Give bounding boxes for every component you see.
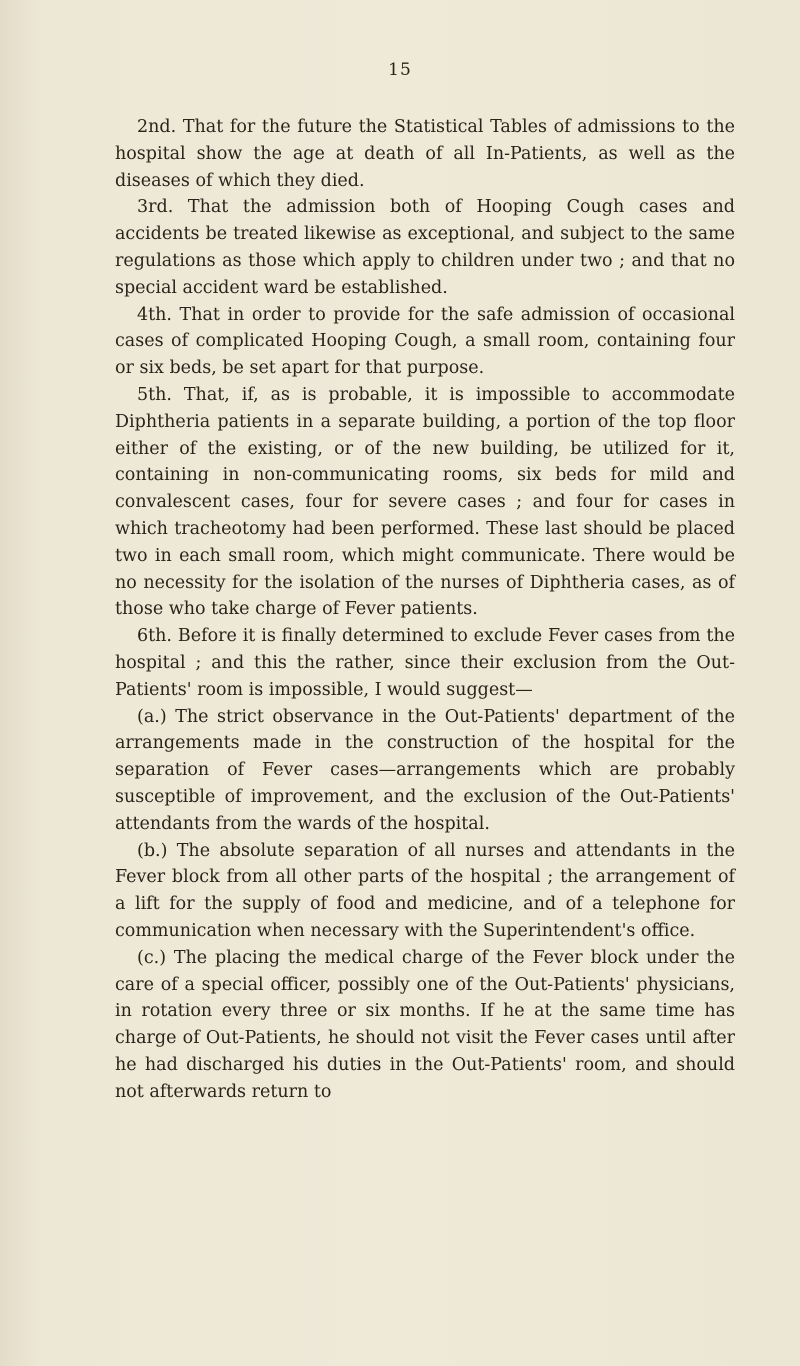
- page-number: 15: [388, 60, 412, 80]
- page-body: [115, 114, 735, 1105]
- paragraph-a: (a.) The strict observance in the Out-Patients' department of the arrangements made in the construction of the hospital for the separation of Fever cases—arrangements which are probably susceptible of improvement, and the exclusion of the Out-Patients' attendants from the wards of the hospital.: [115, 706, 735, 834]
- paragraph-5th: 5th. That, if, as is probable, it is impossible to accommodate Diphtheria patients in a separate building, a portion of the top floor either of the existing, or of the new building, be utilized for it, containing in non-communicating rooms, six beds for mild and convalescent cases, four for severe cases ; and four for cases in which tracheotomy had been performed. These last should be placed two in each small room, which might communicate. There would be no necessity for the isolation of the nurses of Diphtheria cases, as of those who take charge of Fever patients.: [115, 384, 735, 620]
- paragraph-c: (c.) The placing the medical charge of the Fever block under the care of a special officer, possibly one of the Out-Patients' physicians, in rotation every three or six months. If he at the same time has charge of Out-Patients, he should not visit the Fever cases until after he had discharged his duties in the Out-Patients' room, and should not afterwards return to: [115, 947, 735, 1102]
- paragraph-2nd: 2nd. That for the future the Statistical Tables of admissions to the hospital show the age at death of all In-Patients, as well as the diseases of which they died.: [115, 117, 735, 191]
- paragraph-6th: 6th. Before it is finally determined to exclude Fever cases from the hospital ; and this the rather, since their exclusion from the Out-Patients' room is impossible, I would suggest—: [115, 626, 735, 700]
- paragraph-3rd: 3rd. That the admission both of Hooping Cough cases and accidents be treated likewise as exceptional, and subject to the same regulations as those which apply to children under two ; and that no special accident ward be established.: [115, 197, 735, 298]
- paragraph-b: (b.) The absolute separation of all nurses and attendants in the Fever block from all other parts of the hospital ; the arrangement of a lift for the supply of food and medicine, and of a telephone for communication when necessary with the Superintendent's office.: [115, 840, 735, 941]
- paragraph-4th: 4th. That in order to provide for the safe admission of occasional cases of complicated Hooping Cough, a small room, containing four or six beds, be set apart for that purpose.: [115, 304, 735, 379]
